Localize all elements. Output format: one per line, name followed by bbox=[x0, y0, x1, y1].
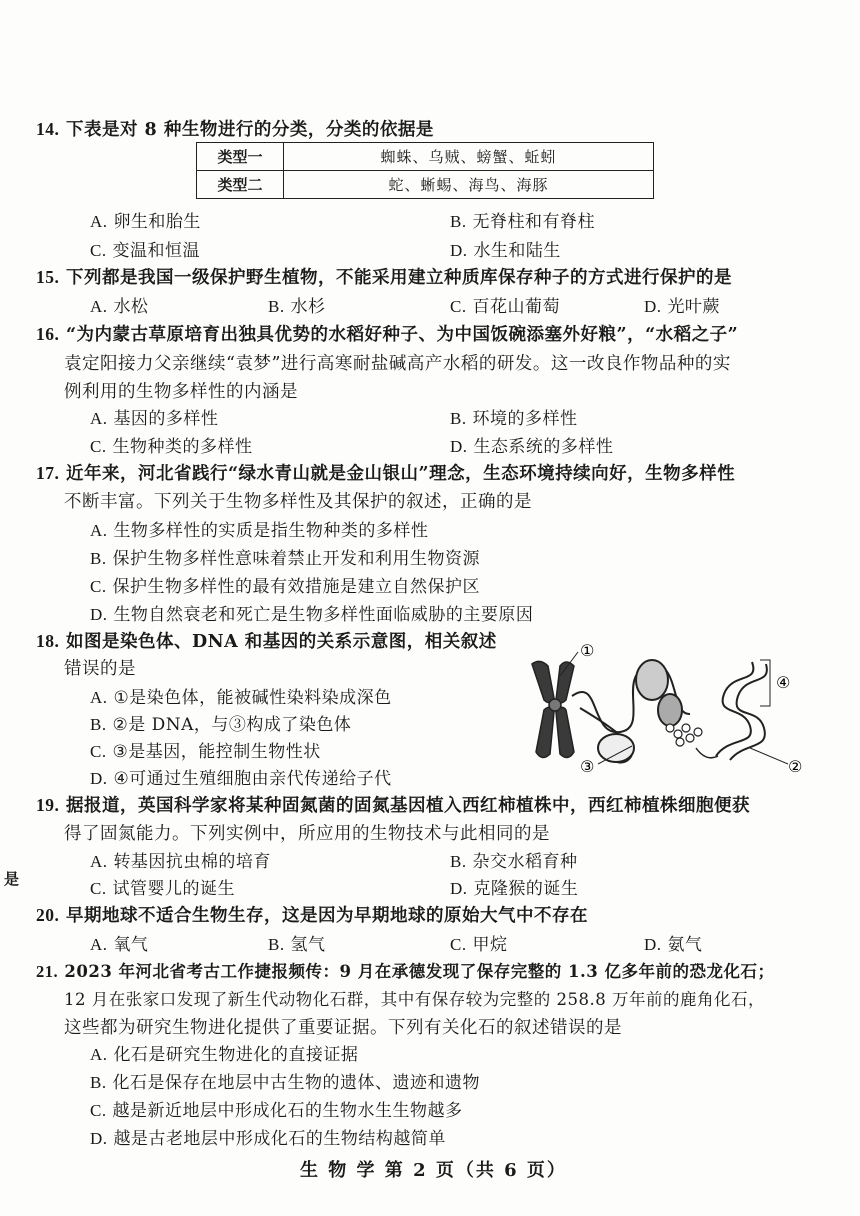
chromosome-shape bbox=[532, 661, 574, 757]
option-c[interactable]: C. 越是新近地层中形成化石的生物水生生物越多 bbox=[90, 1101, 463, 1121]
question-20-stem: 20. 早期地球不适合生物生存，这是因为早期地球的原始大气中不存在 bbox=[36, 905, 588, 926]
table-row bbox=[197, 171, 654, 199]
option-d[interactable]: D. 水生和陆生 bbox=[450, 241, 561, 261]
question-19-stem: 19. 据报道，英国科学家将某种固氮菌的固氮基因植入西红柿植株中，西红柿植株细胞便获 bbox=[36, 795, 750, 816]
option-c[interactable]: C. 百花山葡萄 bbox=[450, 297, 560, 317]
figure-label-4: ④ bbox=[776, 673, 791, 692]
page-footer: 生 物 学 第 2 页（共 6 页） bbox=[300, 1160, 567, 1181]
option-a[interactable]: A. 水松 bbox=[90, 297, 149, 317]
question-14-stem: 14. 下表是对 8 种生物进行的分类，分类的依据是 bbox=[36, 119, 434, 140]
option-b[interactable]: B. 保护生物多样性意味着禁止开发和利用生物资源 bbox=[90, 549, 480, 569]
stem-line: 袁定阳接力父亲继续“袁梦”进行高寒耐盐碱高产水稻的研发。这一改良作物品种的实 bbox=[64, 354, 731, 374]
option-d[interactable]: D. 氨气 bbox=[644, 935, 703, 955]
option-d[interactable]: D. 生物自然衰老和死亡是生物多样性面临威胁的主要原因 bbox=[90, 605, 534, 625]
stem-line: 例利用的生物多样性的内涵是 bbox=[64, 382, 298, 402]
option-c[interactable]: C. 保护生物多样性的最有效措施是建立自然保护区 bbox=[90, 577, 480, 597]
question-18-stem: 18. 如图是染色体、DNA 和基因的关系示意图，相关叙述 bbox=[36, 631, 497, 652]
dna-double-helix bbox=[696, 662, 767, 760]
option-a[interactable]: A. ①是染色体，能被碱性染料染成深色 bbox=[90, 688, 392, 708]
question-15-stem: 15. 下列都是我国一级保护野生植物，不能采用建立种质库保存种子的方式进行保护的是 bbox=[36, 267, 732, 288]
option-a[interactable]: A. 转基因抗虫棉的培育 bbox=[90, 852, 271, 872]
chromatin-coil bbox=[572, 660, 690, 763]
margin-note: 是 bbox=[4, 870, 20, 888]
option-c[interactable]: C. 甲烷 bbox=[450, 935, 508, 955]
table-items-cell: 蛇、蜥蜴、海鸟、海豚 bbox=[284, 171, 654, 199]
option-a[interactable]: A. 基因的多样性 bbox=[90, 409, 219, 429]
option-d[interactable]: D. 生态系统的多样性 bbox=[450, 437, 614, 457]
table-type-cell: 类型一 bbox=[197, 143, 284, 171]
option-d[interactable]: D. 越是古老地层中形成化石的生物结构越简单 bbox=[90, 1129, 446, 1149]
option-b[interactable]: B. 无脊柱和有脊柱 bbox=[450, 212, 595, 232]
option-a[interactable]: A. 卵生和胎生 bbox=[90, 212, 201, 232]
figure-label-1: ① bbox=[580, 641, 595, 660]
option-a[interactable]: A. 生物多样性的实质是指生物种类的多样性 bbox=[90, 521, 429, 541]
stem-line: 不断丰富。下列关于生物多样性及其保护的叙述，正确的是 bbox=[64, 492, 532, 512]
figure-label-2: ② bbox=[788, 757, 803, 776]
stem-line: 错误的是 bbox=[64, 659, 136, 679]
option-b[interactable]: B. ②是 DNA，与③构成了染色体 bbox=[90, 715, 352, 735]
question-17-stem: 17. 近年来，河北省践行“绿水青山就是金山银山”理念，生态环境持续向好，生物多样性 bbox=[36, 463, 736, 484]
option-d[interactable]: D. ④可通过生殖细胞由亲代传递给子代 bbox=[90, 769, 392, 789]
table-type-cell: 类型二 bbox=[197, 171, 284, 199]
option-d[interactable]: D. 克隆猴的诞生 bbox=[450, 879, 579, 899]
option-c[interactable]: C. 试管婴儿的诞生 bbox=[90, 879, 235, 899]
protein-beads bbox=[666, 724, 702, 746]
option-c[interactable]: C. ③是基因，能控制生物性状 bbox=[90, 742, 321, 762]
stem-line: 12 月在张家口发现了新生代动物化石群，其中有保存较为完整的 258.8 万年前的鹿角化石， bbox=[64, 990, 765, 1009]
table-items-cell: 蜘蛛、乌贼、螃蟹、蚯蚓 bbox=[284, 143, 654, 171]
stem-line: 得了固氮能力。下列实例中，所应用的生物技术与此相同的是 bbox=[64, 824, 550, 844]
option-b[interactable]: B. 环境的多样性 bbox=[450, 409, 578, 429]
option-d[interactable]: D. 光叶蕨 bbox=[644, 297, 720, 317]
option-a[interactable]: A. 氧气 bbox=[90, 935, 149, 955]
figure-label-3: ③ bbox=[580, 757, 595, 776]
stem-line: 这些都为研究生物进化提供了重要证据。下列有关化石的叙述错误的是 bbox=[64, 1018, 622, 1038]
option-b[interactable]: B. 水杉 bbox=[268, 297, 326, 317]
table-row bbox=[197, 143, 654, 171]
chromosome-dna-gene-figure bbox=[520, 636, 820, 782]
option-b[interactable]: B. 杂交水稻育种 bbox=[450, 852, 578, 872]
option-c[interactable]: C. 变温和恒温 bbox=[90, 241, 200, 261]
classification-table bbox=[196, 142, 654, 199]
option-b[interactable]: B. 氢气 bbox=[268, 935, 326, 955]
question-16-stem: 16. “为内蒙古草原培育出独具优势的水稻好种子、为中国饭碗添塞外好粮”，“水稻之子” bbox=[36, 324, 739, 345]
option-c[interactable]: C. 生物种类的多样性 bbox=[90, 437, 253, 457]
option-a[interactable]: A. 化石是研究生物进化的直接证据 bbox=[90, 1045, 359, 1065]
option-b[interactable]: B. 化石是保存在地层中古生物的遗体、遗迹和遗物 bbox=[90, 1073, 480, 1093]
question-21-stem: 21. 2023 年河北省考古工作捷报频传：9 月在承德发现了保存完整的 1.3 亿多年前的恐龙化石； bbox=[36, 962, 775, 981]
